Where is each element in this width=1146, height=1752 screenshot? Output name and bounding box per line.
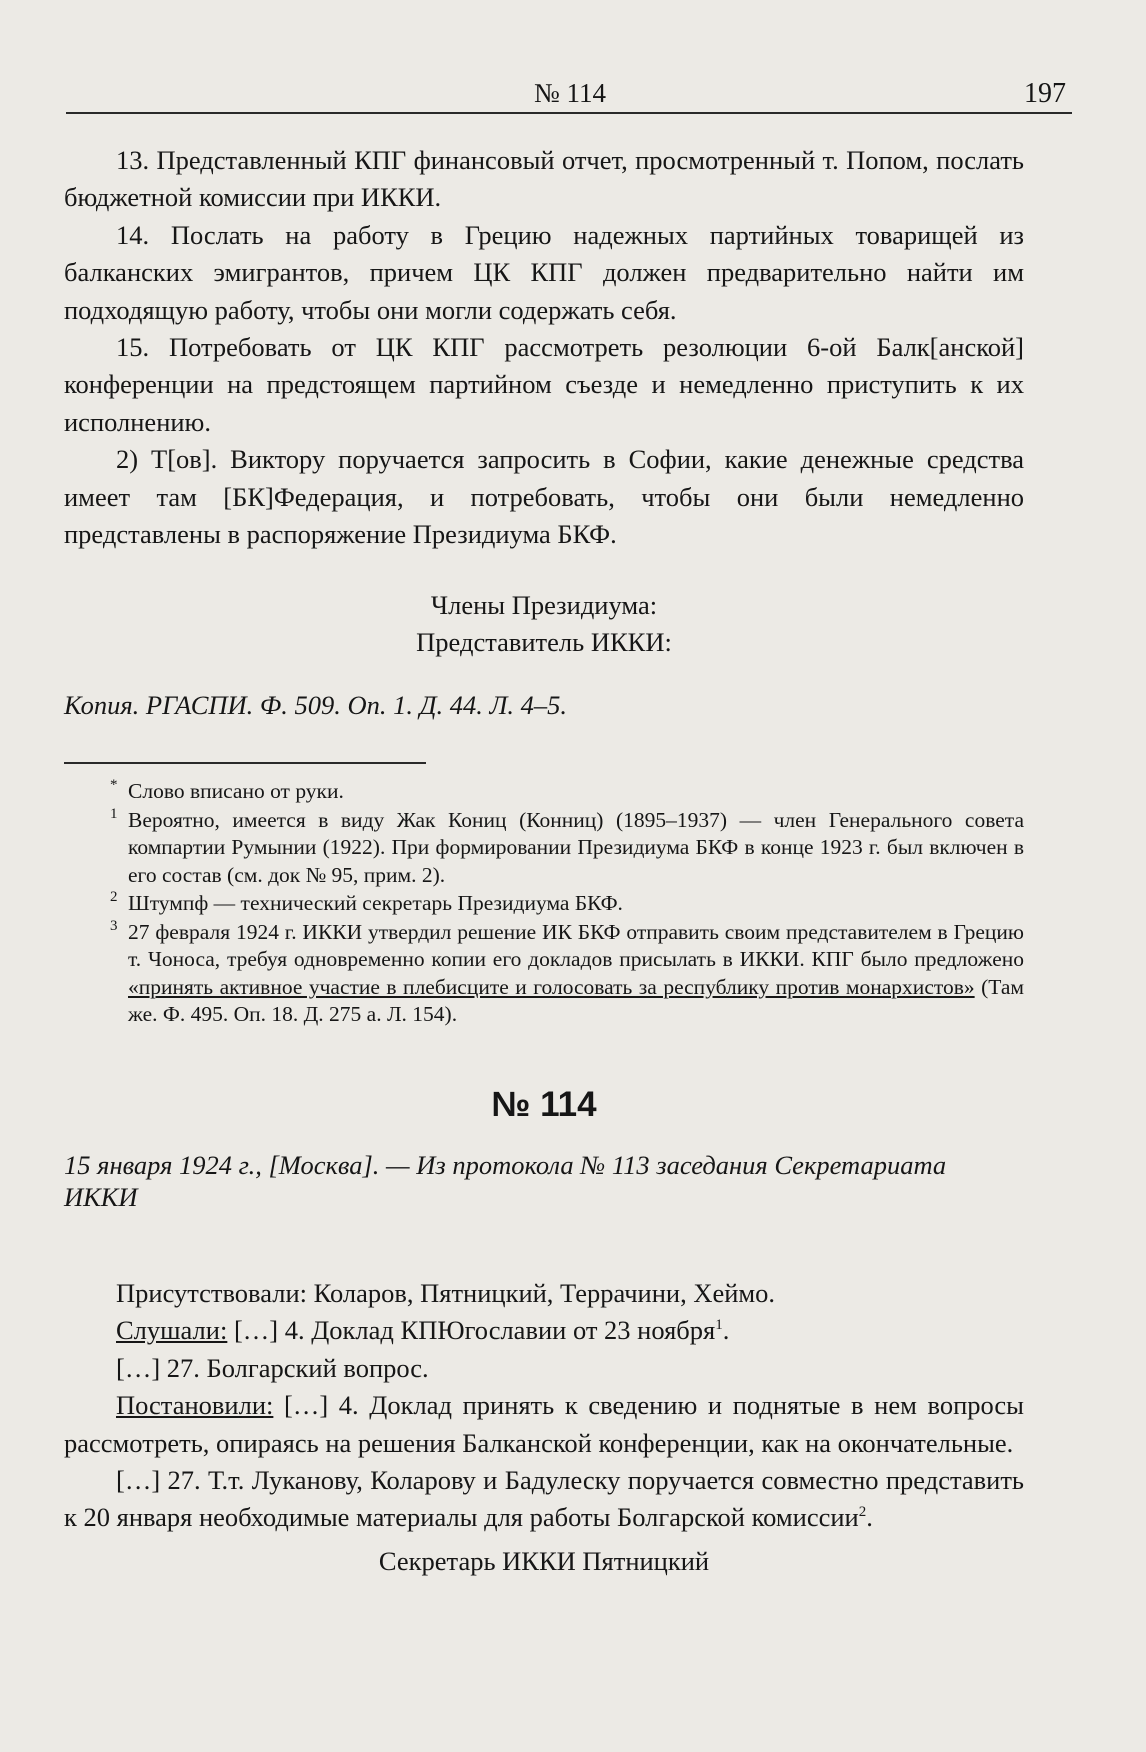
ecci-representative-label: Представитель ИККИ:	[416, 627, 672, 658]
running-head: № 114	[533, 78, 606, 108]
document-number: № 114	[491, 1084, 597, 1124]
footnote-text: 27 февраля 1924 г. ИККИ утвердил решение ИК БКФ отправить своим представителем в Грецию т. Чоноса, требуя одновременно копии его докладов присылать в ИККИ. КПГ было предложено	[128, 919, 1024, 972]
secretary-signature: Секретарь ИККИ Пятницкий	[378, 1545, 710, 1576]
footnote-mark: *	[110, 777, 118, 794]
protocol-body	[64, 1275, 1024, 1580]
footnote-1	[64, 807, 1024, 890]
decided-27-end: .	[866, 1502, 873, 1533]
footnote-rule	[64, 762, 426, 764]
footnotes	[64, 778, 1024, 1029]
item-2-victor: 2) Т[ов]. Виктору поручается запросить в Софии, какие денежные средства имеет там [БК]Федерация, и потребовать, чтобы они были немедленно представлены в распоряжение Президиума БКФ.	[64, 444, 1024, 550]
page-number: 197	[1024, 78, 1066, 109]
header-rule	[66, 112, 1072, 114]
decided-label: Постановили:	[116, 1390, 274, 1421]
decided-27-text: […] 27. Т.т. Луканову, Коларову и Бадулеску поручается совместно представить к 20 января необходимые материалы для работы Болгарской комиссии	[64, 1465, 1024, 1533]
signature-block	[64, 587, 1024, 661]
page-body	[64, 142, 1024, 1580]
footnote-text: Слово вписано от руки.	[128, 779, 344, 804]
present-line: Присутствовали: Коларов, Пятницкий, Террачини, Хеймо.	[116, 1277, 776, 1308]
footnote-ref-1: 1	[715, 1317, 723, 1334]
decided-text: […] 4. Доклад принять к сведению и поднятые в нем вопросы рассмотреть, опираясь на решения Балканской конференции, как на окончательные.	[64, 1390, 1024, 1458]
decided-item-27	[64, 1462, 1024, 1537]
footnote-text: Штумпф — технический секретарь Президиума БКФ.	[128, 891, 623, 916]
footnote-mark: 3	[110, 917, 118, 934]
footnote-quote: «принять активное участие в плебисците и голосовать за республику против монархистов»	[128, 974, 975, 999]
heard-end: .	[722, 1315, 730, 1346]
heard-label: Слушали:	[116, 1315, 228, 1346]
footnote-ref-2: 2	[858, 1504, 867, 1521]
page-header	[70, 76, 1070, 116]
footnote-mark: 1	[110, 805, 118, 822]
item-15: 15. Потребовать от ЦК КПГ рассмотреть резолюции 6-ой Балк[анской] конференции на предстоящем партийном съезде и немедленно приступить к их исполнению.	[64, 332, 1024, 437]
footnote-asterisk	[64, 778, 1024, 806]
archive-source: Копия. РГАСПИ. Ф. 509. Оп. 1. Д. 44. Л. 4–5.	[64, 690, 568, 721]
footnote-mark: 2	[110, 889, 118, 906]
footnote-text: Вероятно, имеется в виду Жак Кониц (Конниц) (1895–1937) — член Генерального совета компартии Румынии (1922). При формировании Президиума БКФ в конце 1923 г. был включен в его состав (см. док № 95, прим. 2).	[128, 807, 1024, 887]
item-14: 14. Послать на работу в Грецию надежных партийных товарищей из балканских эмигрантов, причем ЦК КПГ должен предварительно найти им подходящую работу, чтобы они могли содержать себя.	[64, 219, 1024, 325]
heard-text: […] 4. Доклад КПЮгославии от 23 ноября	[227, 1315, 716, 1346]
heard-line	[64, 1312, 1024, 1349]
item-13: 13. Представленный КПГ финансовый отчет, просмотренный т. Попом, послать бюджетной комиссии при ИККИ.	[64, 145, 1024, 213]
presidium-members-label: Члены Президиума:	[430, 590, 658, 621]
document-title: 15 января 1924 г., [Москва]. — Из протокола № 113 заседания Секретариата ИККИ	[64, 1149, 947, 1212]
decided-line	[64, 1387, 1024, 1462]
footnote-3	[64, 919, 1024, 1029]
footnote-text-end: (Там же. Ф. 495. Оп. 18. Д. 275 а. Л. 154).	[128, 974, 1025, 1027]
footnote-2	[64, 890, 1024, 918]
heard-item-27: […] 27. Болгарский вопрос.	[116, 1352, 429, 1383]
